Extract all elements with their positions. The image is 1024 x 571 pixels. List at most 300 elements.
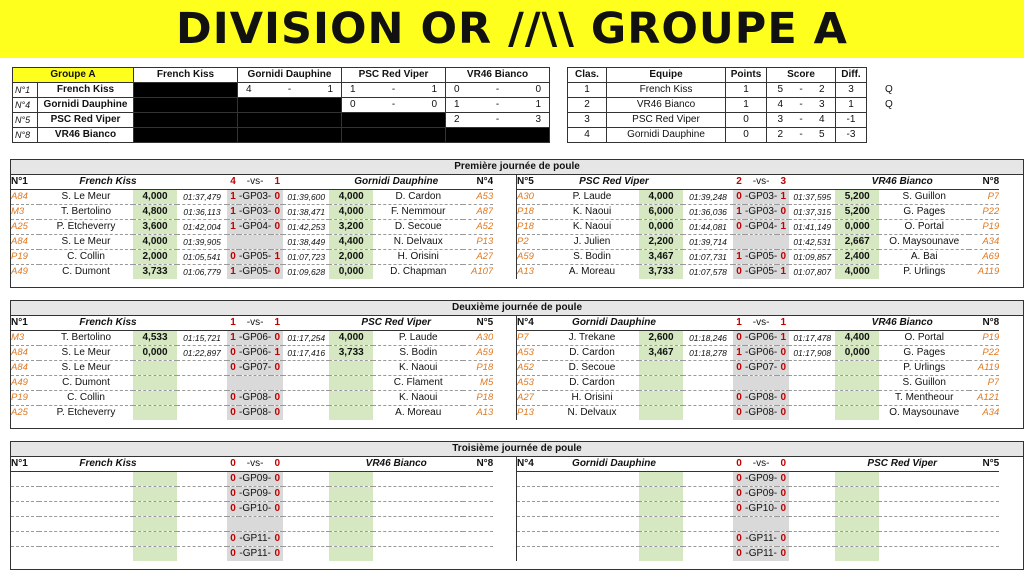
team-number: N°5 bbox=[517, 175, 545, 190]
ranking-clas: 2 bbox=[568, 98, 607, 113]
player-points: 0,000 bbox=[133, 346, 177, 361]
lap-time bbox=[177, 376, 227, 391]
player-name bbox=[545, 532, 639, 547]
player-name: H. Orisini bbox=[545, 391, 639, 406]
player-code bbox=[517, 517, 545, 532]
match-row bbox=[11, 190, 493, 205]
heat-label: -GP11- bbox=[745, 548, 777, 559]
team-score: 1 bbox=[733, 316, 745, 331]
player-name bbox=[879, 487, 969, 502]
player-points: 2,600 bbox=[639, 331, 683, 346]
player-code bbox=[11, 547, 39, 562]
spacer bbox=[789, 316, 835, 331]
ranking-diff: 1 bbox=[836, 98, 867, 113]
match-row bbox=[11, 346, 493, 361]
lap-time bbox=[789, 361, 835, 376]
ranking-clas: 3 bbox=[568, 113, 607, 128]
player-points bbox=[639, 487, 683, 502]
player-points bbox=[835, 547, 879, 562]
matrix-blank-cell bbox=[238, 128, 342, 143]
lap-time bbox=[283, 532, 329, 547]
team-name: Gornidi Dauphine bbox=[545, 457, 683, 472]
lap-time bbox=[283, 547, 329, 562]
player-code: M5 bbox=[463, 376, 493, 391]
heat-result: 1 bbox=[271, 250, 283, 265]
player-points: 4,400 bbox=[835, 331, 879, 346]
match-table bbox=[516, 457, 999, 561]
heat-label: -GP04- bbox=[745, 220, 777, 235]
matrix-blank-cell bbox=[134, 113, 238, 128]
heat-result bbox=[271, 235, 283, 250]
heat-label: -GP10- bbox=[239, 502, 271, 517]
player-name: C. Dumont bbox=[39, 376, 133, 391]
team-name: Gornidi Dauphine bbox=[329, 175, 463, 190]
match-table bbox=[516, 316, 999, 420]
heat-result: 0 bbox=[777, 487, 789, 502]
player-name bbox=[39, 487, 133, 502]
heat-result: 0 bbox=[271, 361, 283, 376]
lap-time bbox=[177, 547, 227, 562]
matrix-score-cell: 4 - 1 bbox=[238, 83, 342, 98]
match-row bbox=[11, 265, 493, 280]
heat-result: 0 bbox=[227, 250, 239, 265]
heat-result: 0 bbox=[733, 487, 745, 502]
lap-time bbox=[683, 532, 733, 547]
player-points bbox=[133, 547, 177, 562]
heat-result: 0 bbox=[733, 391, 745, 406]
lap-time bbox=[789, 547, 835, 562]
player-code bbox=[463, 532, 493, 547]
player-name: D. Secoue bbox=[373, 220, 463, 235]
spacer bbox=[177, 175, 227, 190]
lap-time: 01:18,278 bbox=[683, 346, 733, 361]
player-points bbox=[329, 406, 373, 421]
lap-time: 01:39,905 bbox=[177, 235, 227, 250]
match-row bbox=[11, 205, 493, 220]
player-name bbox=[545, 472, 639, 487]
team-number: N°4 bbox=[517, 457, 545, 472]
lap-time bbox=[789, 376, 835, 391]
ranking-header: Points bbox=[726, 68, 767, 83]
match-row bbox=[517, 205, 999, 220]
team-score: 1 bbox=[271, 175, 283, 190]
player-code: A30 bbox=[463, 331, 493, 346]
player-points bbox=[639, 361, 683, 376]
heat-result bbox=[271, 517, 283, 532]
matrix-blank-cell bbox=[238, 113, 342, 128]
player-code bbox=[969, 487, 999, 502]
player-points bbox=[133, 376, 177, 391]
player-points: 4,000 bbox=[329, 331, 373, 346]
team-score: 0 bbox=[733, 457, 745, 472]
lap-time bbox=[683, 391, 733, 406]
team-score: 3 bbox=[777, 175, 789, 190]
team-name: VR46 Bianco bbox=[835, 316, 969, 331]
player-points bbox=[835, 502, 879, 517]
player-name: P. Urlings bbox=[903, 266, 946, 277]
team-number: N°8 bbox=[969, 175, 999, 190]
heat-result: 0 bbox=[733, 502, 745, 517]
matrix-col-header: French Kiss bbox=[134, 68, 238, 83]
ranking-clas: 4 bbox=[568, 128, 607, 143]
matrix-row-num: N°4 bbox=[13, 98, 38, 113]
match-row bbox=[11, 250, 493, 265]
heat-label: -GP08- bbox=[239, 407, 272, 418]
team-number: N°4 bbox=[517, 316, 545, 331]
vs-label: -vs- bbox=[239, 457, 271, 472]
player-code bbox=[969, 472, 999, 487]
player-name: K. Naoui bbox=[373, 391, 463, 406]
lap-time: 01:07,807 bbox=[793, 267, 832, 277]
player-code: A53 bbox=[517, 346, 545, 361]
team-score: 0 bbox=[271, 457, 283, 472]
player-points: 3,733 bbox=[133, 265, 177, 280]
player-name bbox=[373, 517, 463, 532]
heat-label: -GP08- bbox=[745, 407, 778, 418]
heat-label: -GP09- bbox=[745, 487, 777, 502]
heat-label: -GP08- bbox=[239, 391, 271, 406]
player-points bbox=[329, 502, 373, 517]
qualified-mark: Q bbox=[885, 99, 893, 110]
spacer bbox=[283, 457, 329, 472]
team-name: French Kiss bbox=[39, 175, 177, 190]
heat-result bbox=[733, 517, 745, 532]
lap-time: 01:39,600 bbox=[283, 190, 329, 205]
heat-label: -GP03- bbox=[745, 190, 777, 205]
heat-result bbox=[227, 517, 239, 532]
spacer bbox=[683, 316, 733, 331]
player-code: P18 bbox=[517, 205, 545, 220]
heat-label: -GP09- bbox=[239, 487, 271, 502]
heat-result: 1 bbox=[777, 265, 789, 280]
match-row bbox=[517, 250, 999, 265]
player-name: P. Etcheverry bbox=[56, 407, 116, 418]
match-row bbox=[517, 361, 999, 376]
heat-label: -GP03- bbox=[745, 205, 777, 220]
player-name: F. Nemmour bbox=[373, 205, 463, 220]
lap-time bbox=[283, 406, 329, 421]
player-code: P22 bbox=[969, 346, 999, 361]
match-row bbox=[11, 472, 493, 487]
lap-time bbox=[683, 376, 733, 391]
player-points: 4,000 bbox=[329, 190, 373, 205]
player-points bbox=[329, 532, 373, 547]
match-day-title: Troisième journée de poule bbox=[11, 442, 1023, 457]
player-code: P7 bbox=[969, 190, 999, 205]
player-name: P. Laude bbox=[545, 190, 639, 205]
team-name: VR46 Bianco bbox=[835, 175, 969, 190]
player-points bbox=[639, 376, 683, 391]
player-code: A59 bbox=[463, 346, 493, 361]
player-name bbox=[545, 517, 639, 532]
heat-result: 0 bbox=[271, 265, 283, 280]
lap-time bbox=[683, 361, 733, 376]
player-name: S. Guillon bbox=[879, 376, 969, 391]
team-name: French Kiss bbox=[39, 457, 177, 472]
player-code: A52 bbox=[517, 361, 545, 376]
player-code: M3 bbox=[11, 205, 39, 220]
player-code: A25 bbox=[11, 220, 39, 235]
player-code: P19 bbox=[11, 250, 39, 265]
matrix-row-team: French Kiss bbox=[38, 83, 134, 98]
lap-time: 01:42,004 bbox=[177, 220, 227, 235]
match-row bbox=[517, 391, 999, 406]
ranking-points: 1 bbox=[726, 98, 767, 113]
lap-time bbox=[283, 391, 329, 406]
player-code bbox=[463, 487, 493, 502]
team-score: 1 bbox=[227, 316, 239, 331]
heat-result: 0 bbox=[271, 532, 283, 547]
lap-time bbox=[789, 472, 835, 487]
player-name bbox=[373, 532, 463, 547]
match-row bbox=[11, 391, 493, 406]
player-code: A53 bbox=[463, 190, 493, 205]
player-code bbox=[969, 547, 999, 562]
heat-label: -GP05- bbox=[239, 250, 271, 265]
heat-label: -GP11- bbox=[239, 532, 271, 547]
heat-result: 1 bbox=[227, 331, 239, 346]
team-name: PSC Red Viper bbox=[329, 316, 463, 331]
heat-result bbox=[227, 376, 239, 391]
heat-result: 0 bbox=[271, 205, 283, 220]
player-points: 3,600 bbox=[133, 220, 177, 235]
heat-result: 1 bbox=[227, 265, 239, 280]
player-code: P2 bbox=[517, 235, 545, 250]
player-name: N. Delvaux bbox=[567, 407, 617, 418]
player-code: A52 bbox=[463, 220, 493, 235]
player-code: P7 bbox=[517, 331, 545, 346]
player-points bbox=[329, 391, 373, 406]
player-points bbox=[639, 391, 683, 406]
player-code: A30 bbox=[517, 190, 545, 205]
match-row bbox=[11, 532, 493, 547]
match-row bbox=[517, 346, 999, 361]
player-name: K. Naoui bbox=[545, 205, 639, 220]
lap-time: 01:36,036 bbox=[683, 205, 733, 220]
heat-label: -GP11- bbox=[745, 532, 777, 547]
player-code bbox=[11, 487, 39, 502]
team-score: 0 bbox=[777, 457, 789, 472]
match-row bbox=[517, 517, 999, 532]
lap-time: 01:17,254 bbox=[283, 331, 329, 346]
player-points: 3,733 bbox=[329, 346, 373, 361]
heat-result: 0 bbox=[227, 547, 239, 562]
heat-result: 1 bbox=[777, 190, 789, 205]
player-points: 4,800 bbox=[133, 205, 177, 220]
match-row bbox=[517, 265, 999, 280]
spacer bbox=[283, 316, 329, 331]
matrix-blank-cell bbox=[446, 128, 550, 143]
heat-label: -GP04- bbox=[239, 220, 271, 235]
player-points: 4,400 bbox=[329, 235, 373, 250]
heat-result: 0 bbox=[777, 250, 789, 265]
lap-time bbox=[683, 487, 733, 502]
player-code bbox=[517, 547, 545, 562]
heat-label: -GP08- bbox=[745, 391, 777, 406]
player-name bbox=[545, 547, 639, 562]
player-code: A69 bbox=[969, 250, 999, 265]
lap-time bbox=[789, 487, 835, 502]
lap-time bbox=[789, 517, 835, 532]
player-name: T. Bertolino bbox=[39, 331, 133, 346]
player-points bbox=[835, 406, 879, 421]
player-points bbox=[133, 361, 177, 376]
lap-time bbox=[789, 391, 835, 406]
match-row bbox=[11, 220, 493, 235]
player-points bbox=[329, 487, 373, 502]
matrix-col-header: PSC Red Viper bbox=[342, 68, 446, 83]
match-row bbox=[517, 502, 999, 517]
ranking-diff: -3 bbox=[836, 128, 867, 143]
match-row bbox=[11, 502, 493, 517]
heat-label bbox=[745, 517, 777, 532]
player-code: P7 bbox=[969, 376, 999, 391]
match-day-panel bbox=[10, 300, 1024, 429]
player-name: P. Etcheverry bbox=[39, 220, 133, 235]
match-row bbox=[11, 361, 493, 376]
matrix-row-team: VR46 Bianco bbox=[38, 128, 134, 143]
heat-result: 0 bbox=[733, 331, 745, 346]
ranking-team: VR46 Bianco bbox=[607, 98, 726, 113]
player-code: A53 bbox=[517, 376, 545, 391]
match-day-panel bbox=[10, 441, 1024, 570]
player-points bbox=[639, 472, 683, 487]
lap-time: 01:37,315 bbox=[789, 205, 835, 220]
heat-label bbox=[239, 517, 271, 532]
player-name: P. Urlings bbox=[879, 361, 969, 376]
player-name bbox=[545, 502, 639, 517]
player-name bbox=[39, 532, 133, 547]
heat-result: 0 bbox=[777, 406, 789, 421]
spacer bbox=[683, 457, 733, 472]
match-row bbox=[11, 331, 493, 346]
player-name: A. Moreau bbox=[395, 407, 442, 418]
lap-time: 01:07,723 bbox=[283, 250, 329, 265]
heat-label: -GP06- bbox=[745, 346, 777, 361]
heat-result: 0 bbox=[271, 547, 283, 562]
heat-result: 0 bbox=[777, 391, 789, 406]
heat-result: 0 bbox=[227, 346, 239, 361]
ranking-points: 1 bbox=[726, 83, 767, 98]
heat-label bbox=[239, 235, 271, 250]
ranking-sep: - bbox=[794, 98, 809, 113]
team-score: 2 bbox=[733, 175, 745, 190]
player-name: D. Cardon bbox=[545, 376, 639, 391]
heat-label: -GP09- bbox=[745, 472, 777, 487]
player-points: 2,200 bbox=[639, 235, 683, 250]
heat-label: -GP05- bbox=[239, 266, 272, 277]
player-code: A27 bbox=[463, 250, 493, 265]
player-code: A84 bbox=[11, 346, 39, 361]
ranking-points: 0 bbox=[726, 128, 767, 143]
heat-label: -GP06- bbox=[239, 331, 271, 346]
player-name: K. Naoui bbox=[545, 220, 639, 235]
ranking-sep: - bbox=[794, 83, 809, 98]
player-code bbox=[969, 517, 999, 532]
lap-time bbox=[177, 391, 227, 406]
heat-result: 0 bbox=[227, 391, 239, 406]
player-name: C. Flament bbox=[373, 376, 463, 391]
player-code bbox=[517, 487, 545, 502]
heat-result bbox=[777, 235, 789, 250]
match-row bbox=[517, 532, 999, 547]
heat-result: 0 bbox=[733, 532, 745, 547]
player-points bbox=[133, 532, 177, 547]
qualified-mark: Q bbox=[885, 84, 893, 95]
player-code: A27 bbox=[517, 391, 545, 406]
team-score: 4 bbox=[227, 175, 239, 190]
player-name: D. Cardon bbox=[373, 190, 463, 205]
player-points: 4,000 bbox=[639, 190, 683, 205]
match-row bbox=[517, 331, 999, 346]
player-name: G. Pages bbox=[879, 205, 969, 220]
player-points bbox=[835, 391, 879, 406]
spacer bbox=[283, 175, 329, 190]
team-number: N°5 bbox=[969, 457, 999, 472]
player-code: P19 bbox=[969, 220, 999, 235]
matrix-col-header: Gornidi Dauphine bbox=[238, 68, 342, 83]
matrix-row-team: Gornidi Dauphine bbox=[38, 98, 134, 113]
player-points: 0,000 bbox=[835, 220, 879, 235]
player-points bbox=[133, 487, 177, 502]
ranking-diff: 3 bbox=[836, 83, 867, 98]
heat-result: 0 bbox=[777, 346, 789, 361]
team-name: Gornidi Dauphine bbox=[545, 316, 683, 331]
player-code: A34 bbox=[982, 407, 1000, 418]
matrix-row-num: N°8 bbox=[13, 128, 38, 143]
player-points: 3,200 bbox=[329, 220, 373, 235]
team-number: N°5 bbox=[463, 316, 493, 331]
player-points: 2,400 bbox=[835, 250, 879, 265]
ranking-header: Clas. bbox=[568, 68, 607, 83]
match-row bbox=[517, 406, 999, 421]
lap-time bbox=[177, 487, 227, 502]
matrix-blank-cell bbox=[134, 83, 238, 98]
lap-time: 01:17,908 bbox=[789, 346, 835, 361]
player-code bbox=[463, 517, 493, 532]
matrix-score-cell: 1 - 1 bbox=[342, 83, 446, 98]
player-name: D. Chapman bbox=[390, 266, 447, 277]
match-row bbox=[517, 235, 999, 250]
matrix-score-cell: 2 - 3 bbox=[446, 113, 550, 128]
player-points: 4,000 bbox=[835, 265, 879, 280]
player-code bbox=[969, 532, 999, 547]
team-number: N°8 bbox=[463, 457, 493, 472]
player-name: H. Orisini bbox=[373, 250, 463, 265]
match-day-title: Première journée de poule bbox=[11, 160, 1023, 175]
lap-time bbox=[789, 532, 835, 547]
player-points bbox=[329, 472, 373, 487]
sheet-area bbox=[0, 58, 1024, 571]
heat-label: -GP07- bbox=[239, 361, 271, 376]
player-code bbox=[11, 502, 39, 517]
heat-result: 1 bbox=[227, 220, 239, 235]
lap-time: 01:09,857 bbox=[789, 250, 835, 265]
match-row bbox=[11, 406, 493, 421]
vs-label: -vs- bbox=[745, 175, 777, 190]
player-points: 0,000 bbox=[639, 220, 683, 235]
heat-result: 0 bbox=[271, 472, 283, 487]
lap-time: 01:07,731 bbox=[683, 250, 733, 265]
match-row bbox=[517, 472, 999, 487]
heat-result: 1 bbox=[271, 346, 283, 361]
lap-time: 01:06,779 bbox=[183, 267, 221, 277]
team-number: N°8 bbox=[969, 316, 999, 331]
heat-result: 1 bbox=[227, 190, 239, 205]
heat-result: 0 bbox=[227, 532, 239, 547]
player-name: K. Naoui bbox=[373, 361, 463, 376]
lap-time bbox=[177, 472, 227, 487]
